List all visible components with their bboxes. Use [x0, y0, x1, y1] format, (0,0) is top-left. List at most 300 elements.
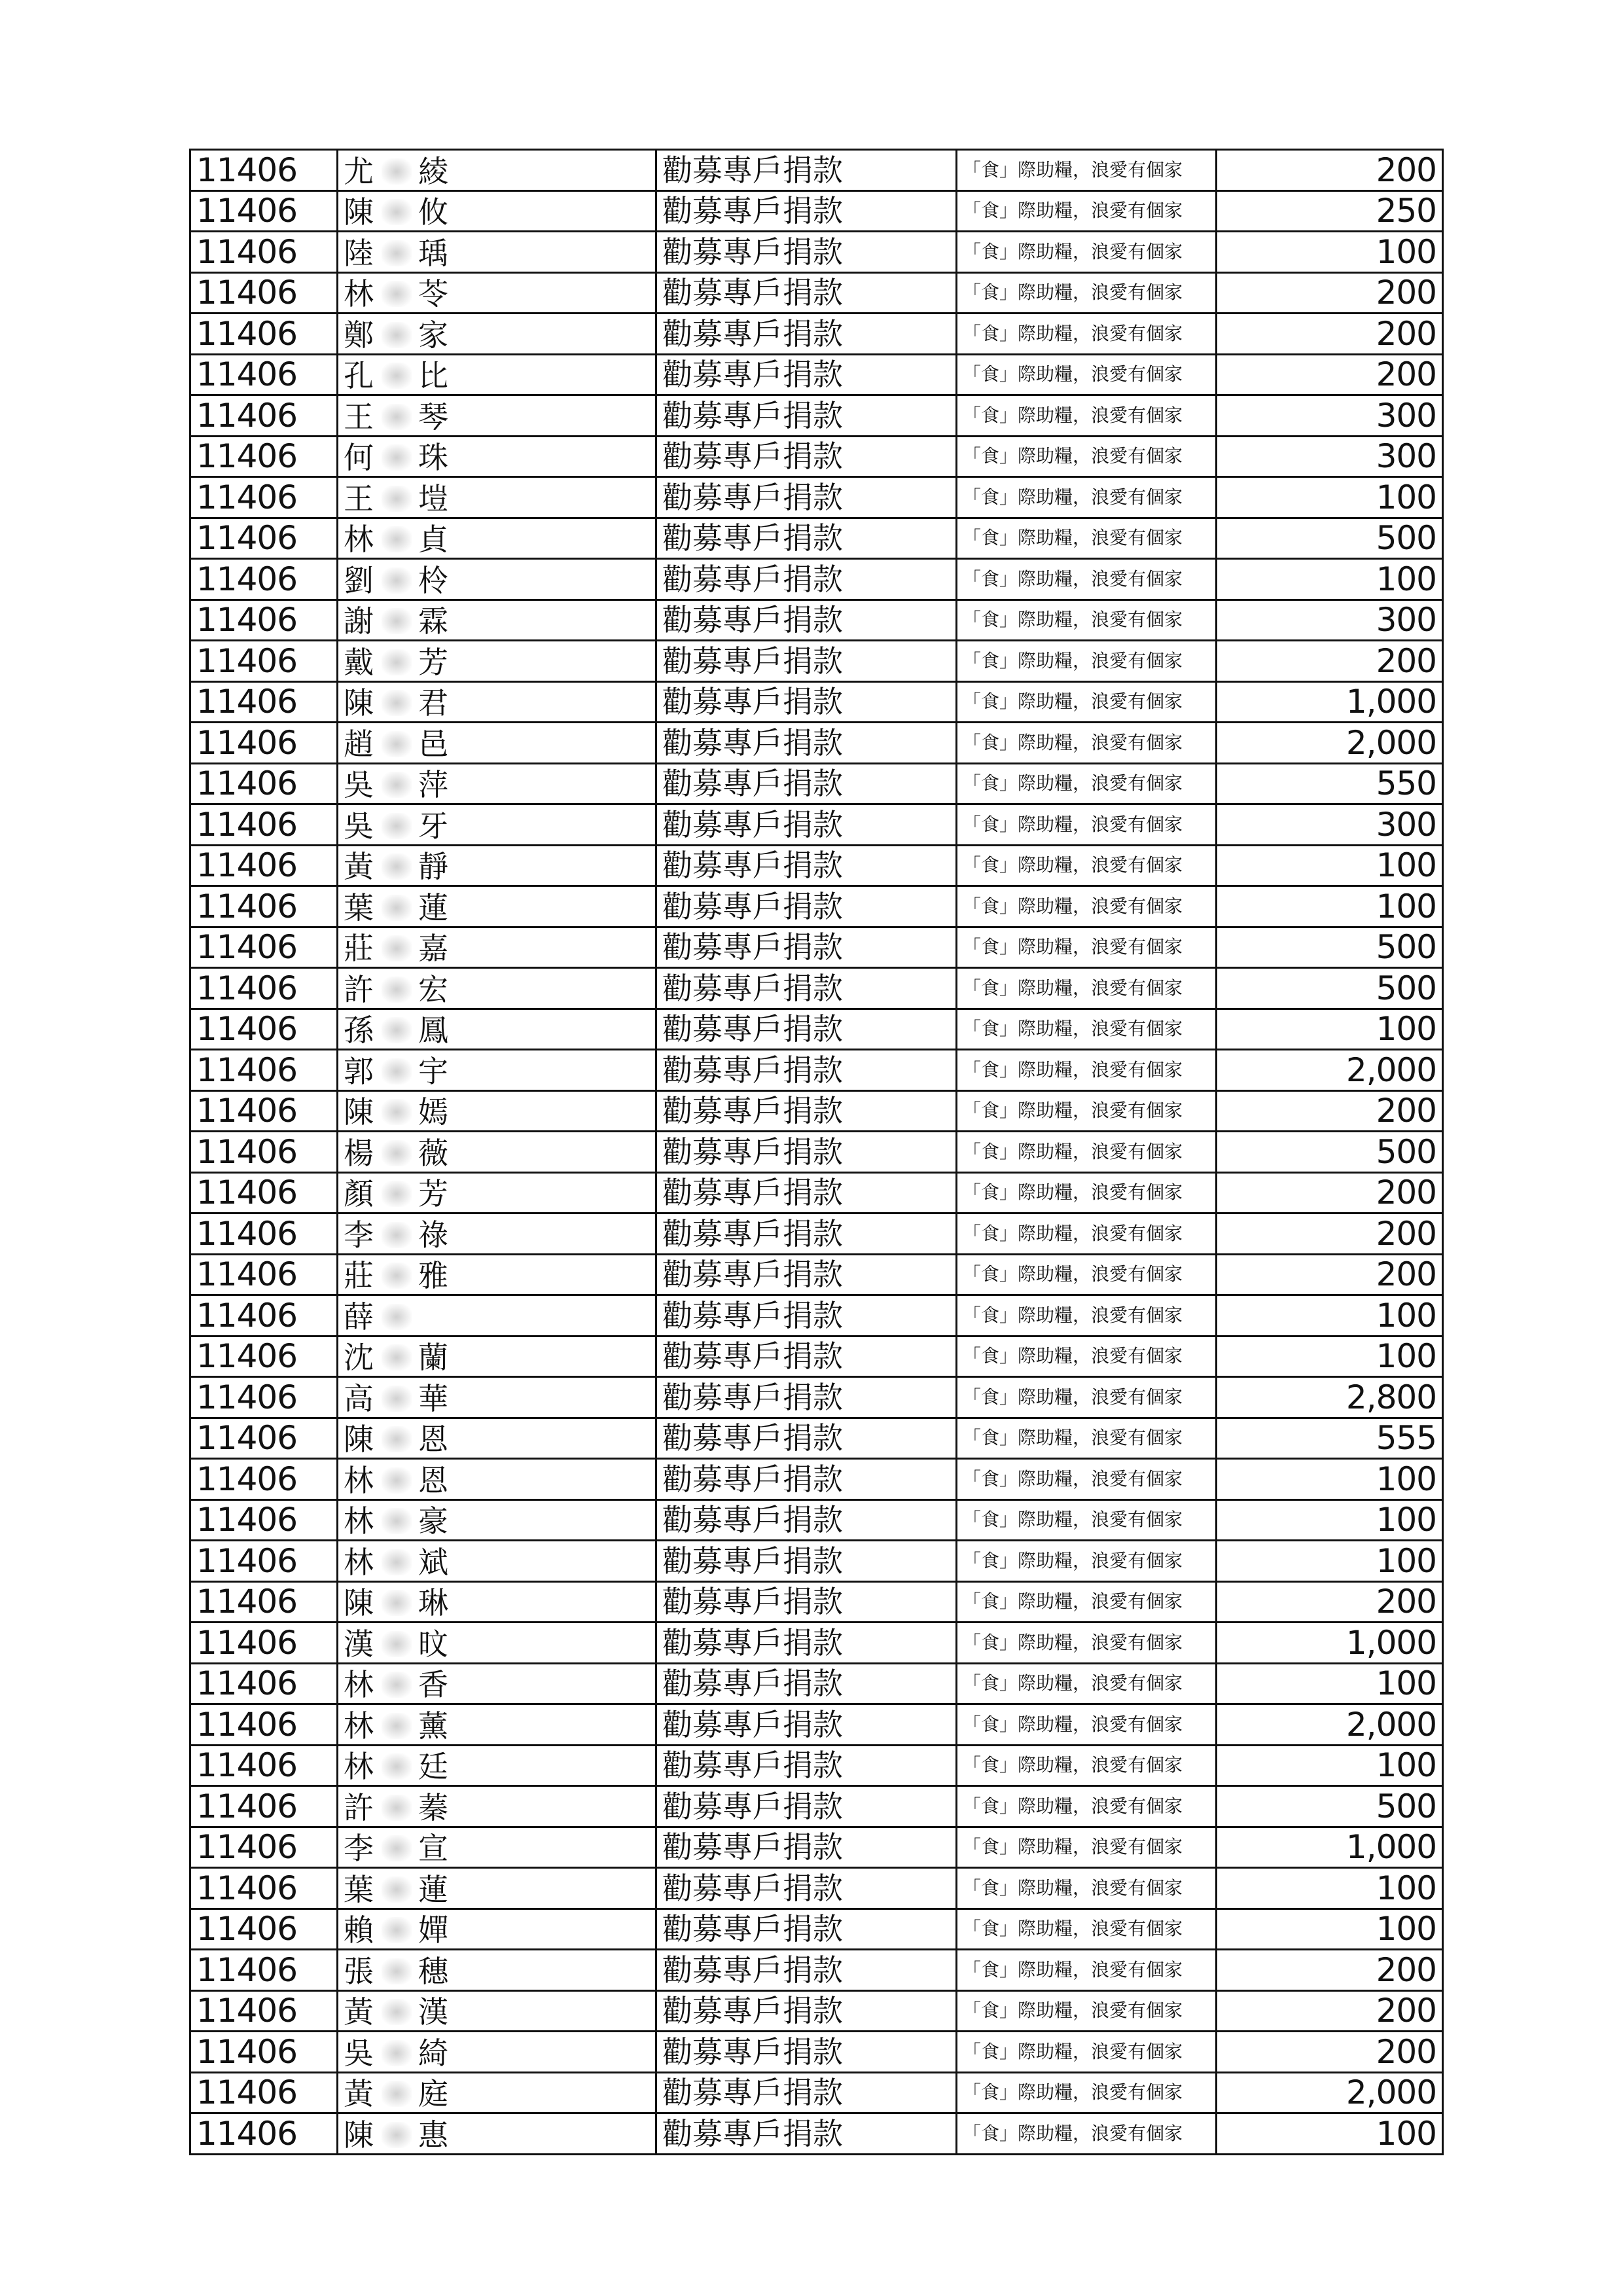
donor-surname: 葉: [344, 889, 374, 925]
donor-surname: 林: [344, 1462, 374, 1498]
donor-given-name: 恩: [418, 1462, 448, 1498]
donor-given-name: 貞: [418, 522, 448, 557]
donor-name-cell: [338, 1868, 656, 1909]
donor-name-cell: [338, 1132, 656, 1173]
period-cell: 11406: [190, 1499, 338, 1541]
redacted-name-blur: [382, 1713, 412, 1739]
purpose-cell: 「食」際助糧，浪愛有個家: [957, 1377, 1217, 1418]
donor-given-name: 鳳: [418, 1013, 448, 1048]
amount-cell: 200: [1217, 1950, 1443, 1991]
redacted-name-blur: [382, 1753, 412, 1780]
table-row: [190, 150, 1443, 191]
donor-given-name: 祿: [418, 1217, 448, 1253]
period-cell: 11406: [190, 232, 338, 273]
donor-given-name: 蓁: [418, 1789, 448, 1825]
donor-given-name: 旼: [418, 1626, 448, 1662]
donor-name-cell: [338, 641, 656, 682]
redacted-name-blur: [382, 199, 412, 225]
redacted-name-blur: [382, 1181, 412, 1207]
donor-surname: 林: [344, 522, 374, 557]
donor-surname: 林: [344, 276, 374, 312]
period-cell: 11406: [190, 804, 338, 846]
redacted-name-blur: [382, 1999, 412, 2025]
purpose-cell: 「食」際助糧，浪愛有個家: [957, 600, 1217, 641]
amount-cell: 300: [1217, 600, 1443, 641]
donor-surname: 林: [344, 1503, 374, 1539]
table-row: [190, 272, 1443, 314]
purpose-cell: 「食」際助糧，浪愛有個家: [957, 763, 1217, 804]
period-cell: 11406: [190, 886, 338, 927]
period-cell: 11406: [190, 723, 338, 764]
purpose-cell: 「食」際助糧，浪愛有個家: [957, 150, 1217, 191]
period-cell: 11406: [190, 1213, 338, 1255]
amount-cell: 100: [1217, 477, 1443, 518]
donation-type-cell: 勸募專戶捐款: [656, 1377, 957, 1418]
purpose-cell: 「食」際助糧，浪愛有個家: [957, 1623, 1217, 1664]
redacted-name-blur: [382, 2081, 412, 2107]
period-cell: 11406: [190, 681, 338, 723]
purpose-cell: 「食」際助糧，浪愛有個家: [957, 1009, 1217, 1050]
donation-type-cell: 勸募專戶捐款: [656, 845, 957, 886]
table-row: [190, 2113, 1443, 2155]
donor-given-name: 蓮: [418, 889, 448, 925]
donor-given-name: 綺: [418, 2035, 448, 2071]
table-row: [190, 232, 1443, 273]
donation-type-cell: 勸募專戶捐款: [656, 190, 957, 232]
donation-table-body: [190, 150, 1443, 2155]
redacted-name-blur: [382, 895, 412, 921]
donor-name-cell: [338, 968, 656, 1009]
amount-cell: 555: [1217, 1418, 1443, 1459]
amount-cell: 100: [1217, 1336, 1443, 1377]
purpose-cell: 「食」際助糧，浪愛有個家: [957, 927, 1217, 968]
donor-surname: 趙: [344, 726, 374, 762]
donation-type-cell: 勸募專戶捐款: [656, 1909, 957, 1950]
donor-surname: 高: [344, 1380, 374, 1416]
redacted-name-blur: [382, 1508, 412, 1534]
donor-given-name: 穗: [418, 1953, 448, 1989]
amount-cell: 550: [1217, 763, 1443, 804]
redacted-name-blur: [382, 935, 412, 961]
period-cell: 11406: [190, 1868, 338, 1909]
purpose-cell: 「食」際助糧，浪愛有個家: [957, 804, 1217, 846]
period-cell: 11406: [190, 1623, 338, 1664]
donor-name-cell: [338, 723, 656, 764]
donor-name-cell: [338, 1786, 656, 1827]
purpose-cell: 「食」際助糧，浪愛有個家: [957, 1663, 1217, 1704]
donor-given-name: 庭: [418, 2076, 448, 2111]
table-row: [190, 1541, 1443, 1582]
donor-name-cell: [338, 354, 656, 395]
table-row: [190, 1786, 1443, 1827]
amount-cell: 500: [1217, 927, 1443, 968]
table-row: [190, 886, 1443, 927]
donation-type-cell: 勸募專戶捐款: [656, 1295, 957, 1336]
purpose-cell: 「食」際助糧，浪愛有個家: [957, 1418, 1217, 1459]
donor-name-cell: [338, 436, 656, 477]
donor-given-name: 漢: [418, 1994, 448, 2030]
table-row: [190, 518, 1443, 559]
donor-given-name: 靜: [418, 849, 448, 884]
donor-surname: 劉: [344, 562, 374, 598]
table-row: [190, 2032, 1443, 2073]
donor-name-cell: [338, 1909, 656, 1950]
table-row: [190, 681, 1443, 723]
donor-given-name: 塏: [418, 480, 448, 516]
donor-surname: 陳: [344, 1094, 374, 1130]
donation-type-cell: 勸募專戶捐款: [656, 1050, 957, 1091]
amount-cell: 100: [1217, 1009, 1443, 1050]
redacted-name-blur: [382, 1263, 412, 1289]
period-cell: 11406: [190, 1581, 338, 1623]
donor-given-name: 嘉: [418, 931, 448, 966]
table-row: [190, 1050, 1443, 1091]
redacted-name-blur: [382, 1795, 412, 1821]
amount-cell: 200: [1217, 641, 1443, 682]
donor-surname: 顏: [344, 1176, 374, 1211]
table-row: [190, 600, 1443, 641]
amount-cell: 100: [1217, 845, 1443, 886]
donor-given-name: 琴: [418, 399, 448, 435]
table-row: [190, 1295, 1443, 1336]
purpose-cell: 「食」際助糧，浪愛有個家: [957, 1172, 1217, 1213]
table-row: [190, 641, 1443, 682]
period-cell: 11406: [190, 272, 338, 314]
amount-cell: 500: [1217, 1132, 1443, 1173]
donor-given-name: 霖: [418, 603, 448, 639]
purpose-cell: 「食」際助糧，浪愛有個家: [957, 1745, 1217, 1786]
table-row: [190, 1623, 1443, 1664]
donor-surname: 陳: [344, 1585, 374, 1621]
purpose-cell: 「食」際助糧，浪愛有個家: [957, 2113, 1217, 2155]
donation-type-cell: 勸募專戶捐款: [656, 1172, 957, 1213]
donor-given-name: 香: [418, 1667, 448, 1702]
donor-name-cell: [338, 2113, 656, 2155]
table-row: [190, 314, 1443, 355]
period-cell: 11406: [190, 436, 338, 477]
donation-type-cell: 勸募專戶捐款: [656, 1786, 957, 1827]
donation-type-cell: 勸募專戶捐款: [656, 804, 957, 846]
redacted-name-blur: [382, 2122, 412, 2148]
amount-cell: 100: [1217, 232, 1443, 273]
table-row: [190, 1090, 1443, 1132]
donor-surname: 吳: [344, 767, 374, 802]
donor-given-name: 萍: [418, 767, 448, 802]
redacted-name-blur: [382, 1631, 412, 1657]
donor-surname: 孫: [344, 1013, 374, 1048]
table-row: [190, 723, 1443, 764]
donor-name-cell: [338, 1418, 656, 1459]
donor-given-name: 惠: [418, 2117, 448, 2153]
period-cell: 11406: [190, 1172, 338, 1213]
donor-name-cell: [338, 2072, 656, 2113]
donor-name-cell: [338, 1827, 656, 1868]
donor-name-cell: [338, 232, 656, 273]
donor-surname: 許: [344, 971, 374, 1007]
donor-name-cell: [338, 1950, 656, 1991]
amount-cell: 1,000: [1217, 681, 1443, 723]
redacted-name-blur: [382, 1099, 412, 1125]
period-cell: 11406: [190, 2032, 338, 2073]
donor-surname: 林: [344, 1544, 374, 1580]
donor-given-name: 嬋: [418, 1912, 448, 1948]
purpose-cell: 「食」際助糧，浪愛有個家: [957, 1541, 1217, 1582]
amount-cell: 200: [1217, 1090, 1443, 1132]
donor-name-cell: [338, 1336, 656, 1377]
period-cell: 11406: [190, 354, 338, 395]
redacted-name-blur: [382, 1140, 412, 1166]
donor-surname: 賴: [344, 1912, 374, 1948]
donor-name-cell: [338, 1254, 656, 1295]
donor-name-cell: [338, 518, 656, 559]
purpose-cell: 「食」際助糧，浪愛有個家: [957, 1254, 1217, 1295]
amount-cell: 100: [1217, 1541, 1443, 1582]
donation-type-cell: 勸募專戶捐款: [656, 2113, 957, 2155]
table-row: [190, 1990, 1443, 2032]
purpose-cell: 「食」際助糧，浪愛有個家: [957, 190, 1217, 232]
donor-name-cell: [338, 804, 656, 846]
table-row: [190, 927, 1443, 968]
table-row: [190, 354, 1443, 395]
purpose-cell: 「食」際助糧，浪愛有個家: [957, 1827, 1217, 1868]
redacted-name-blur: [382, 1426, 412, 1452]
donor-surname: 黃: [344, 1994, 374, 2030]
table-row: [190, 559, 1443, 600]
donor-given-name: 薇: [418, 1135, 448, 1171]
amount-cell: 500: [1217, 1786, 1443, 1827]
period-cell: 11406: [190, 477, 338, 518]
period-cell: 11406: [190, 1090, 338, 1132]
donor-surname: 孔: [344, 358, 374, 393]
amount-cell: 100: [1217, 886, 1443, 927]
donation-type-cell: 勸募專戶捐款: [656, 1254, 957, 1295]
donation-type-cell: 勸募專戶捐款: [656, 1623, 957, 1664]
redacted-name-blur: [382, 813, 412, 839]
donation-type-cell: 勸募專戶捐款: [656, 477, 957, 518]
purpose-cell: 「食」際助糧，浪愛有個家: [957, 886, 1217, 927]
amount-cell: 200: [1217, 1172, 1443, 1213]
redacted-name-blur: [382, 1590, 412, 1616]
amount-cell: 300: [1217, 436, 1443, 477]
donor-name-cell: [338, 1377, 656, 1418]
donor-given-name: 豪: [418, 1503, 448, 1539]
table-row: [190, 968, 1443, 1009]
table-row: [190, 1499, 1443, 1541]
period-cell: 11406: [190, 927, 338, 968]
purpose-cell: 「食」際助糧，浪愛有個家: [957, 641, 1217, 682]
amount-cell: 200: [1217, 314, 1443, 355]
purpose-cell: 「食」際助糧，浪愛有個家: [957, 1786, 1217, 1827]
purpose-cell: 「食」際助糧，浪愛有個家: [957, 1295, 1217, 1336]
period-cell: 11406: [190, 1950, 338, 1991]
period-cell: 11406: [190, 1418, 338, 1459]
donor-name-cell: [338, 886, 656, 927]
amount-cell: 200: [1217, 150, 1443, 191]
table-row: [190, 395, 1443, 437]
donation-type-cell: 勸募專戶捐款: [656, 150, 957, 191]
period-cell: 11406: [190, 1377, 338, 1418]
donor-given-name: 攸: [418, 194, 448, 230]
donation-type-cell: 勸募專戶捐款: [656, 1418, 957, 1459]
period-cell: 11406: [190, 1745, 338, 1786]
period-cell: 11406: [190, 1009, 338, 1050]
donor-given-name: 蘭: [418, 1340, 448, 1375]
purpose-cell: 「食」際助糧，浪愛有個家: [957, 1050, 1217, 1091]
donor-name-cell: [338, 395, 656, 437]
donor-name-cell: [338, 1623, 656, 1664]
donor-name-cell: [338, 150, 656, 191]
amount-cell: 100: [1217, 1909, 1443, 1950]
period-cell: 11406: [190, 395, 338, 437]
purpose-cell: 「食」際助糧，浪愛有個家: [957, 2032, 1217, 2073]
donor-name-cell: [338, 1663, 656, 1704]
table-row: [190, 2072, 1443, 2113]
table-row: [190, 436, 1443, 477]
period-cell: 11406: [190, 1827, 338, 1868]
table-row: [190, 1254, 1443, 1295]
period-cell: 11406: [190, 1704, 338, 1746]
donor-given-name: 珠: [418, 440, 448, 475]
donor-surname: 葉: [344, 1871, 374, 1907]
amount-cell: 100: [1217, 1663, 1443, 1704]
donor-surname: 張: [344, 1953, 374, 1989]
period-cell: 11406: [190, 763, 338, 804]
donor-name-cell: [338, 1172, 656, 1213]
donor-given-name: 恩: [418, 1422, 448, 1457]
donor-given-name: 宇: [418, 1053, 448, 1089]
donor-surname: 郭: [344, 1053, 374, 1089]
redacted-name-blur: [382, 1917, 412, 1943]
donor-given-name: 君: [418, 685, 448, 721]
donor-name-cell: [338, 600, 656, 641]
redacted-name-blur: [382, 1222, 412, 1248]
redacted-name-blur: [382, 158, 412, 185]
redacted-name-blur: [382, 1958, 412, 1984]
amount-cell: 200: [1217, 1213, 1443, 1255]
donor-surname: 戴: [344, 644, 374, 680]
donation-type-cell: 勸募專戶捐款: [656, 1827, 957, 1868]
period-cell: 11406: [190, 1541, 338, 1582]
table-row: [190, 1745, 1443, 1786]
amount-cell: 100: [1217, 1295, 1443, 1336]
donor-given-name: 雅: [418, 1258, 448, 1293]
period-cell: 11406: [190, 1786, 338, 1827]
donation-type-cell: 勸募專戶捐款: [656, 1132, 957, 1173]
redacted-name-blur: [382, 1835, 412, 1861]
donor-name-cell: [338, 845, 656, 886]
purpose-cell: 「食」際助糧，浪愛有個家: [957, 1704, 1217, 1746]
redacted-name-blur: [382, 690, 412, 716]
purpose-cell: 「食」際助糧，浪愛有個家: [957, 723, 1217, 764]
donation-type-cell: 勸募專戶捐款: [656, 1868, 957, 1909]
donation-type-cell: 勸募專戶捐款: [656, 518, 957, 559]
donation-type-cell: 勸募專戶捐款: [656, 1459, 957, 1500]
donor-surname: 楊: [344, 1135, 374, 1171]
donation-type-cell: 勸募專戶捐款: [656, 1581, 957, 1623]
donor-name-cell: [338, 1213, 656, 1255]
donor-surname: 謝: [344, 603, 374, 639]
redacted-name-blur: [382, 608, 412, 634]
donor-surname: 尤: [344, 153, 374, 189]
donor-surname: 林: [344, 1749, 374, 1784]
table-row: [190, 1377, 1443, 1418]
donor-given-name: 瑀: [418, 235, 448, 271]
table-row: [190, 1663, 1443, 1704]
table-row: [190, 477, 1443, 518]
purpose-cell: 「食」際助糧，浪愛有個家: [957, 1581, 1217, 1623]
redacted-name-blur: [382, 853, 412, 880]
amount-cell: 2,000: [1217, 1704, 1443, 1746]
donation-type-cell: 勸募專戶捐款: [656, 1990, 957, 2032]
donor-given-name: 牙: [418, 808, 448, 844]
donor-surname: 黃: [344, 849, 374, 884]
purpose-cell: 「食」際助糧，浪愛有個家: [957, 272, 1217, 314]
amount-cell: 100: [1217, 1868, 1443, 1909]
donor-surname: 林: [344, 1708, 374, 1744]
donor-name-cell: [338, 763, 656, 804]
purpose-cell: 「食」際助糧，浪愛有個家: [957, 314, 1217, 355]
donor-name-cell: [338, 1745, 656, 1786]
purpose-cell: 「食」際助糧，浪愛有個家: [957, 681, 1217, 723]
amount-cell: 200: [1217, 354, 1443, 395]
purpose-cell: 「食」際助糧，浪愛有個家: [957, 968, 1217, 1009]
period-cell: 11406: [190, 150, 338, 191]
donation-type-cell: 勸募專戶捐款: [656, 1950, 957, 1991]
table-row: [190, 1336, 1443, 1377]
donor-given-name: 柃: [418, 562, 448, 598]
donation-type-cell: 勸募專戶捐款: [656, 723, 957, 764]
donation-type-cell: 勸募專戶捐款: [656, 681, 957, 723]
amount-cell: 2,000: [1217, 723, 1443, 764]
donor-given-name: 廷: [418, 1749, 448, 1784]
donation-type-cell: 勸募專戶捐款: [656, 395, 957, 437]
donor-surname: 李: [344, 1217, 374, 1253]
purpose-cell: 「食」際助糧，浪愛有個家: [957, 1213, 1217, 1255]
donor-surname: 鄭: [344, 317, 374, 353]
period-cell: 11406: [190, 1050, 338, 1091]
redacted-name-blur: [382, 526, 412, 552]
donor-surname: 王: [344, 480, 374, 516]
purpose-cell: 「食」際助糧，浪愛有個家: [957, 2072, 1217, 2113]
donor-name-cell: [338, 314, 656, 355]
redacted-name-blur: [382, 322, 412, 348]
donation-type-cell: 勸募專戶捐款: [656, 968, 957, 1009]
redacted-name-blur: [382, 281, 412, 307]
table-row: [190, 1581, 1443, 1623]
donation-type-cell: 勸募專戶捐款: [656, 2032, 957, 2073]
amount-cell: 100: [1217, 1745, 1443, 1786]
donor-name-cell: [338, 681, 656, 723]
donation-type-cell: 勸募專戶捐款: [656, 1336, 957, 1377]
donor-name-cell: [338, 1009, 656, 1050]
donor-name-cell: [338, 1581, 656, 1623]
amount-cell: 2,800: [1217, 1377, 1443, 1418]
donor-name-cell: [338, 1990, 656, 2032]
purpose-cell: 「食」際助糧，浪愛有個家: [957, 1909, 1217, 1950]
purpose-cell: 「食」際助糧，浪愛有個家: [957, 354, 1217, 395]
amount-cell: 1,000: [1217, 1827, 1443, 1868]
purpose-cell: 「食」際助糧，浪愛有個家: [957, 1499, 1217, 1541]
amount-cell: 500: [1217, 968, 1443, 1009]
purpose-cell: 「食」際助糧，浪愛有個家: [957, 232, 1217, 273]
donor-surname: 吳: [344, 2035, 374, 2071]
donor-given-name: 斌: [418, 1544, 448, 1580]
table-row: [190, 1213, 1443, 1255]
donor-name-cell: [338, 1090, 656, 1132]
purpose-cell: 「食」際助糧，浪愛有個家: [957, 1990, 1217, 2032]
donor-given-name: 琳: [418, 1585, 448, 1621]
donor-surname: 吳: [344, 808, 374, 844]
